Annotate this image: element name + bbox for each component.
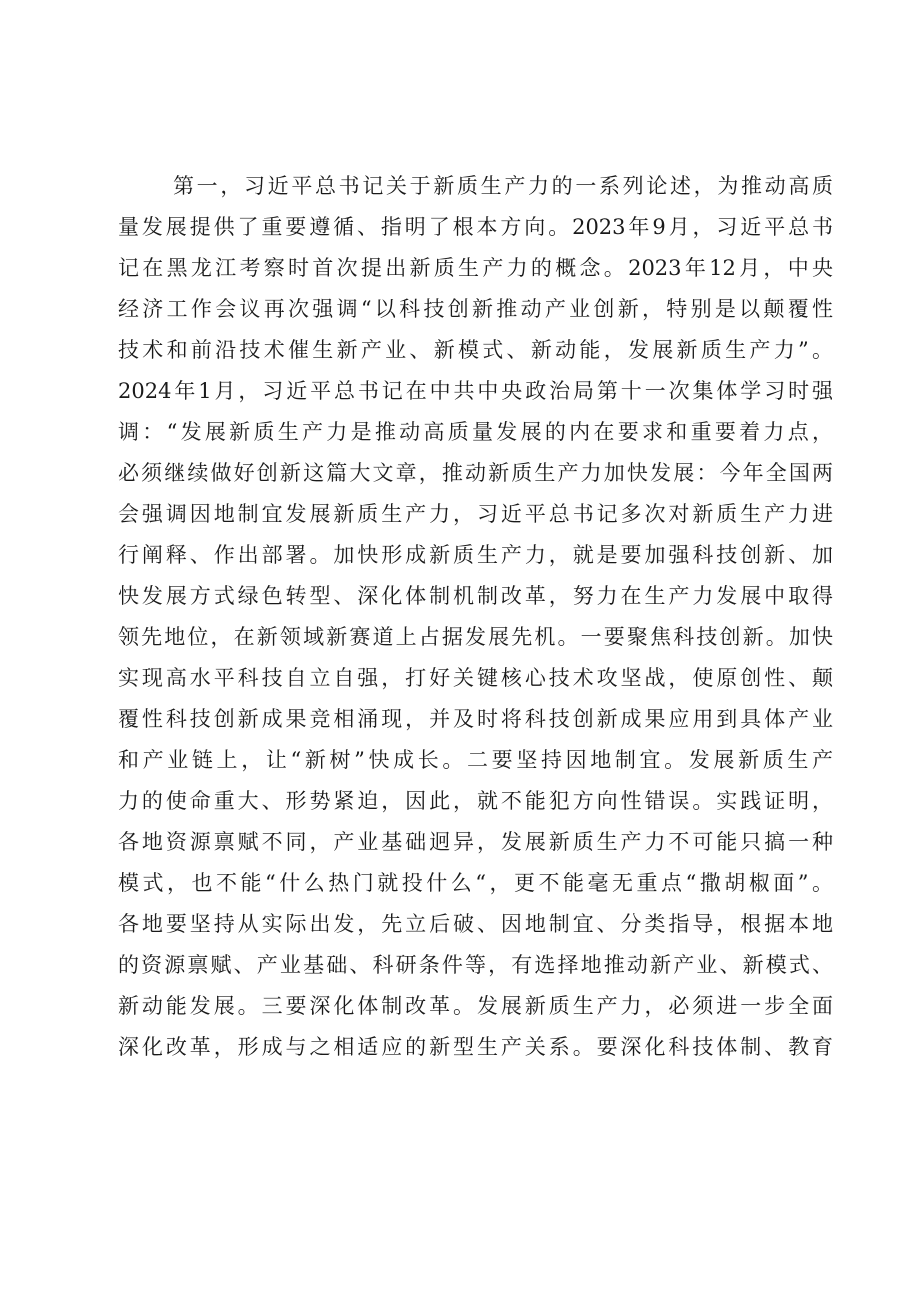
paragraph-line: 2024年1月，习近平总书记在中共中央政治局第十一次集体学习时强: [118, 379, 833, 403]
paragraph-line: 和产业链上，让“新树”快成长。二要坚持因地制宜。发展新质生产: [118, 748, 833, 772]
paragraph-line: 领先地位，在新领域新赛道上占据发展先机。一要聚焦科技创新。加快: [118, 625, 833, 649]
paragraph-line: 行阐释、作出部署。加快形成新质生产力，就是要加强科技创新、加: [118, 543, 833, 567]
paragraph-line: 技术和前沿技术催生新产业、新模式、新动能，发展新质生产力”。: [118, 338, 833, 362]
paragraph-line: 第一，习近平总书记关于新质生产力的一系列论述，为推动高质: [173, 174, 833, 198]
paragraph-line: 快发展方式绿色转型、深化体制机制改革，努力在生产力发展中取得: [118, 584, 833, 608]
paragraph-line: 各地要坚持从实际出发，先立后破、因地制宜、分类指导，根据本地: [118, 912, 833, 936]
paragraph-line: 模式，也不能“什么热门就投什么“，更不能毫无重点“撒胡椒面”。: [118, 871, 833, 895]
paragraph-line: 会强调因地制宜发展新质生产力，习近平总书记多次对新质生产力进: [118, 502, 833, 526]
paragraph-line: 覆性科技创新成果竞相涌现，并及时将科技创新成果应用到具体产业: [118, 707, 833, 731]
paragraph-line: 必须继续做好创新这篇大文章，推动新质生产力加快发展：今年全国两: [118, 461, 833, 485]
paragraph-line: 调：“发展新质生产力是推动高质量发展的内在要求和重要着力点，: [118, 420, 833, 444]
paragraph-line: 实现高水平科技自立自强，打好关键核心技术攻坚战，使原创性、颠: [118, 666, 833, 690]
paragraph-line: 新动能发展。三要深化体制改革。发展新质生产力，必须进一步全面: [118, 994, 833, 1018]
paragraph-line: 各地资源禀赋不同，产业基础迥异，发展新质生产力不可能只搞一种: [118, 830, 833, 854]
paragraph-line: 力的使命重大、形势紧迫，因此，就不能犯方向性错误。实践证明，: [118, 789, 833, 813]
paragraph-line: 量发展提供了重要遵循、指明了根本方向。2023年9月，习近平总书: [118, 215, 833, 239]
paragraph-line: 的资源禀赋、产业基础、科研条件等，有选择地推动新产业、新模式、: [118, 953, 833, 977]
paragraph-line: 经济工作会议再次强调“以科技创新推动产业创新，特别是以颠覆性: [118, 297, 833, 321]
body-paragraph: [118, 166, 833, 1068]
paragraph-line: 记在黑龙江考察时首次提出新质生产力的概念。2023年12月，中央: [118, 256, 833, 280]
paragraph-line: 深化改革，形成与之相适应的新型生产关系。要深化科技体制、教育: [118, 1035, 833, 1059]
